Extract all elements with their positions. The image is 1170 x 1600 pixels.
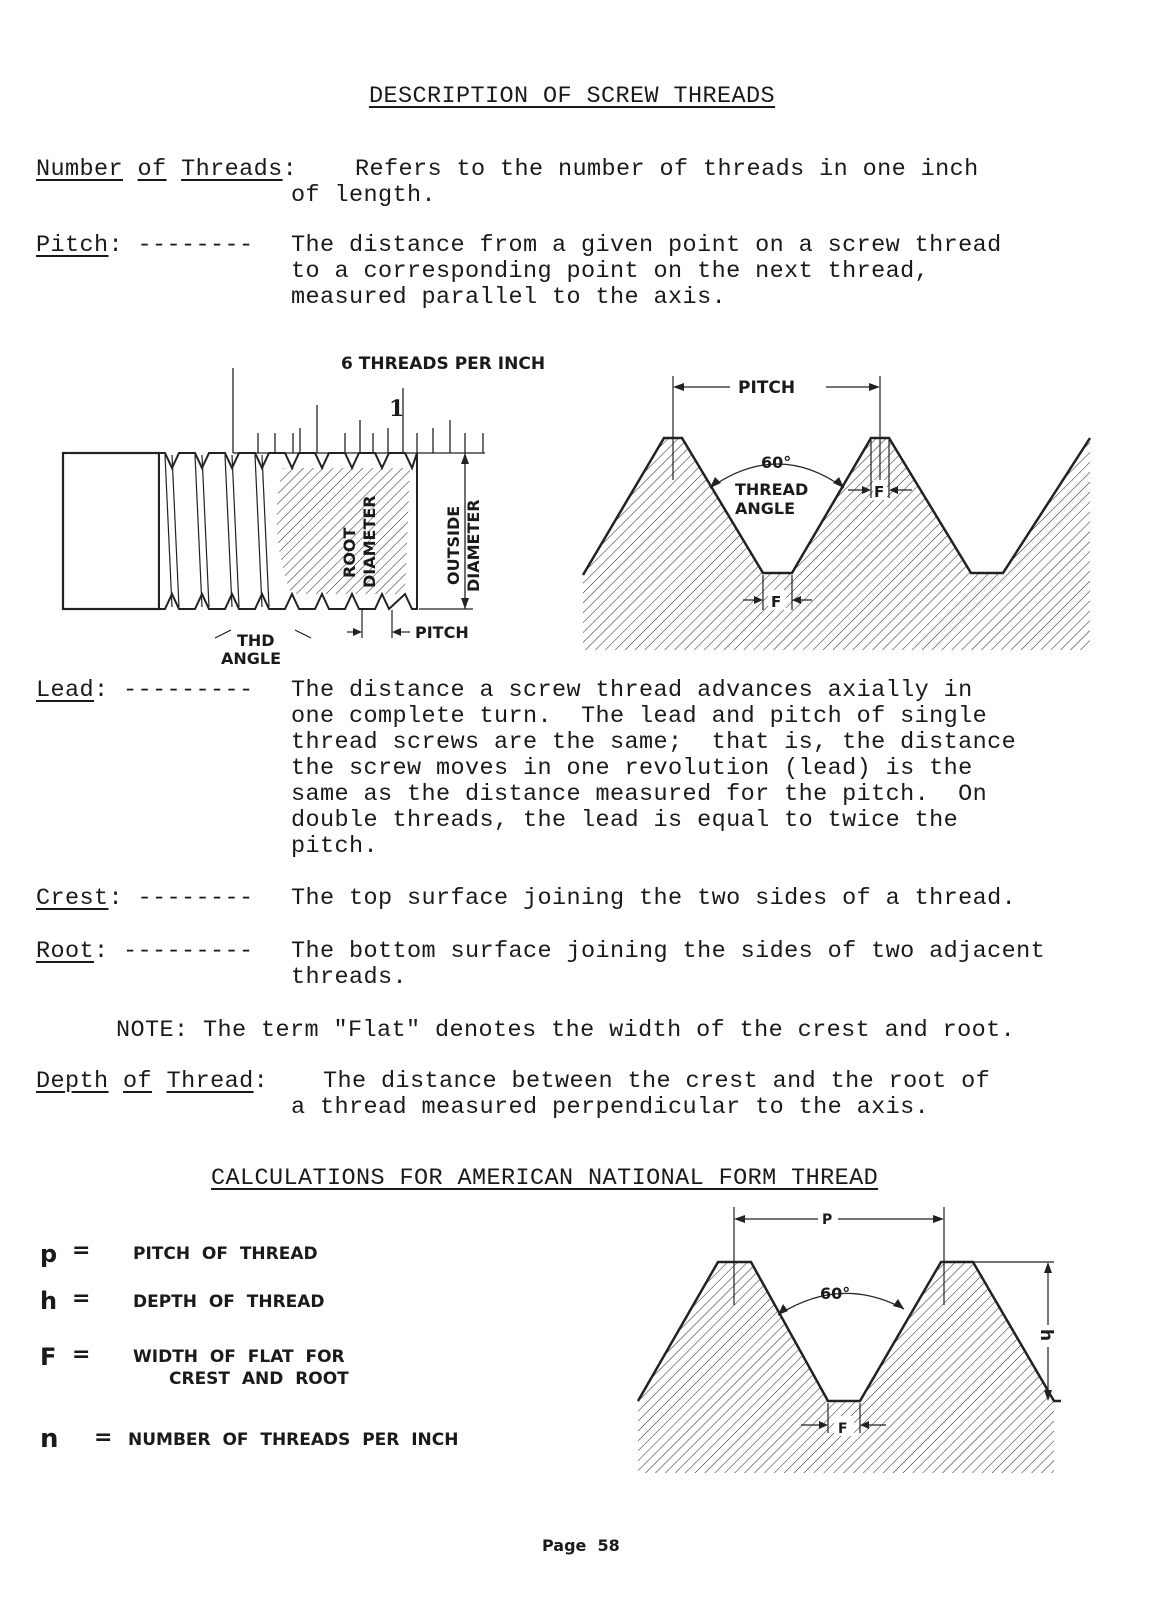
term-word: Depth (36, 1068, 109, 1095)
variable-h-description: DEPTH OF THREAD (133, 1292, 325, 1312)
variable-p-equals: = (72, 1238, 91, 1263)
variable-p-description: PITCH OF THREAD (133, 1244, 318, 1264)
page-number: Page 58 (542, 1536, 620, 1555)
term-word: of (137, 156, 167, 183)
scale-number: 1 (389, 396, 405, 422)
variable-f-equals: = (72, 1342, 91, 1367)
crest-flat-label: F (874, 483, 885, 501)
term-word: of (123, 1068, 153, 1095)
term-word: Threads (181, 156, 283, 183)
figure-thread-profile-diagram (578, 370, 1098, 660)
term-word: Crest (36, 885, 109, 912)
term-word: Lead (36, 677, 95, 704)
angle-label-line1: THREAD (735, 480, 809, 499)
root-label-line1: ROOT (340, 527, 359, 578)
definition-text: Refers to the number of threads in one inch of length. (291, 156, 979, 209)
definition-text: The distance a screw thread advances axially in one complete turn. The lead and pitch of single thread screws are the same; that is, the distance the screw moves in one revolution (lead) is the same as the distance measured for the pitch. On double threads, the lead is equal to twice the pitch. (291, 677, 1017, 860)
pitch-label: P (822, 1212, 833, 1228)
variable-f-description: WIDTH OF FLAT FOR (133, 1347, 345, 1367)
thd-angle-line1: THD (237, 631, 275, 650)
threads-per-inch-label: 6 THREADS PER INCH (341, 354, 546, 374)
term-word: Root (36, 938, 95, 965)
variable-f-symbol: F (40, 1343, 57, 1371)
definition-text: The bottom surface joining the sides of two adjacent threads. (291, 938, 1046, 991)
variable-n-description: NUMBER OF THREADS PER INCH (128, 1430, 459, 1450)
term-dashes: : -------- (108, 885, 254, 912)
outside-label-line2: DIAMETER (464, 499, 483, 592)
thd-angle-line2: ANGLE (221, 649, 282, 668)
definition-text: The top surface joining the two sides of a thread. (291, 885, 1017, 912)
calculations-title: CALCULATIONS FOR AMERICAN NATIONAL FORM THREAD (211, 1165, 879, 1192)
angle-label-line2: ANGLE (735, 499, 796, 518)
page-title: DESCRIPTION OF SCREW THREADS (369, 83, 776, 110)
term-dashes: : --------- (94, 938, 254, 965)
pitch-label: PITCH (415, 623, 469, 642)
figure-screw-thread-diagram (55, 340, 555, 680)
variable-f-description-line2: CREST AND ROOT (169, 1369, 349, 1389)
variable-p-symbol: p (40, 1240, 58, 1268)
variable-h-symbol: h (40, 1287, 58, 1315)
root-flat-label: F (838, 1421, 848, 1437)
figure-american-national-thread-diagram (636, 1205, 1076, 1480)
root-flat-label: F (771, 593, 782, 611)
outside-label-line1: OUTSIDE (444, 505, 463, 585)
note-flat: NOTE: The term "Flat" denotes the width of the crest and root. (116, 1017, 1016, 1044)
root-label-line2: DIAMETER (360, 495, 379, 588)
term-word: Thread (166, 1068, 254, 1095)
definition-text: The distance from a given point on a screw thread to a corresponding point on the next thread, measured parallel to the axis. (291, 232, 1002, 311)
pitch-label: PITCH (738, 378, 796, 398)
term-dashes: : -------- (108, 232, 254, 259)
variable-h-equals: = (72, 1286, 91, 1311)
angle-value: 60° (820, 1284, 851, 1303)
angle-value: 60° (761, 453, 792, 472)
depth-label: h (1036, 1329, 1056, 1342)
term-word: Pitch (36, 232, 109, 259)
term-colon: : (253, 1068, 269, 1095)
variable-n-equals: = (94, 1425, 113, 1450)
definition-text: The distance between the crest and the root of a thread measured perpendicular to the axis. (291, 1068, 991, 1121)
term-colon: : (282, 156, 298, 183)
variable-n-symbol: n (40, 1424, 59, 1454)
term-dashes: : --------- (94, 677, 254, 704)
term-word: Number (36, 156, 124, 183)
